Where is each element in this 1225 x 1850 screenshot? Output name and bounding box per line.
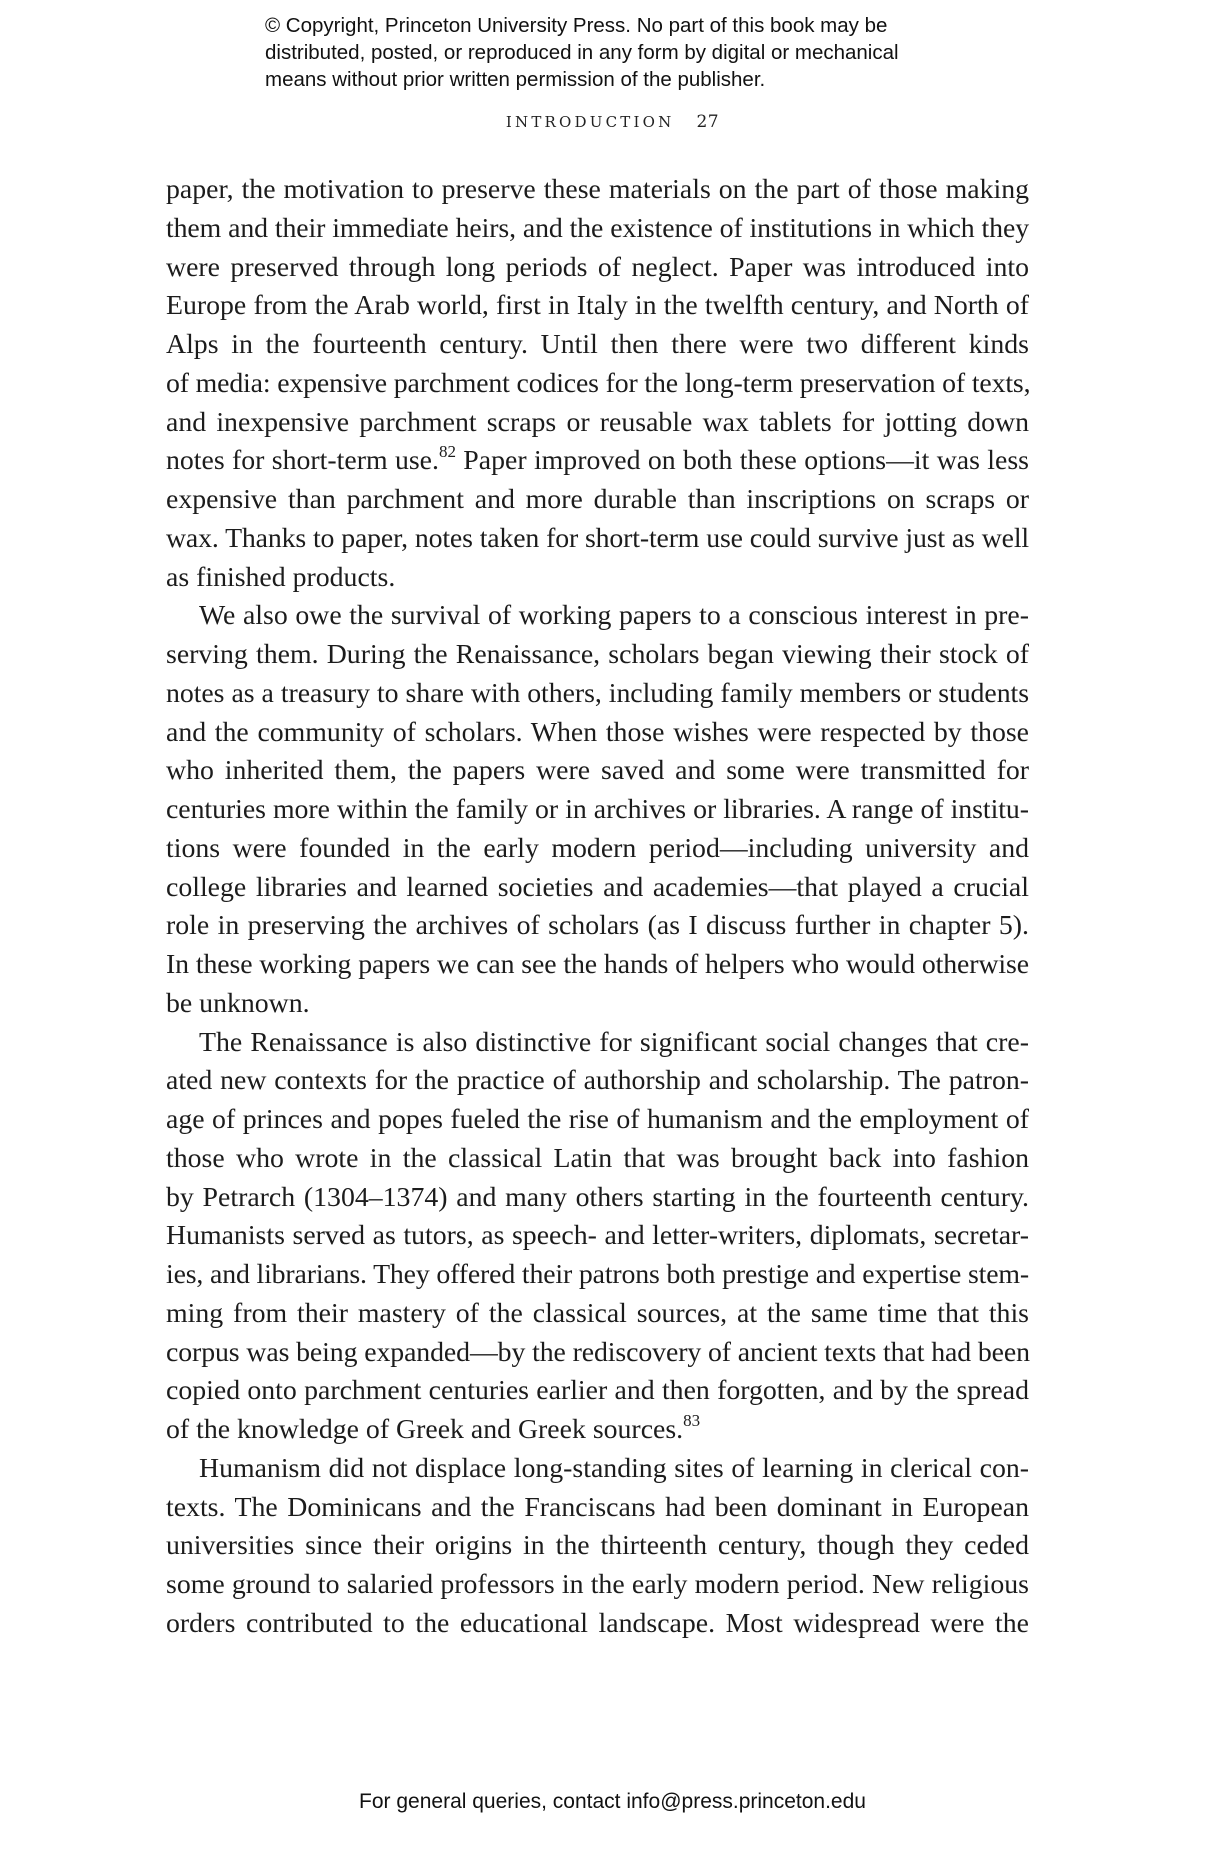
text-line: orders contributed to the educational landscape. Most widespread were the <box>166 1607 1029 1639</box>
text-line: tions were founded in the early modern period—including university and <box>166 832 1029 864</box>
text-line: centuries more within the family or in archives or libraries. A range of institu- <box>166 794 1029 825</box>
copyright-line-3: means without prior written permission of the publisher. <box>265 68 766 91</box>
text-line: and the community of scholars. When those wishes were respected by those <box>166 716 1029 748</box>
text-line: some ground to salaried professors in the early modern period. New religious <box>166 1569 1029 1600</box>
footnote-ref-82[interactable]: 82 <box>438 441 456 461</box>
running-head <box>0 112 1225 132</box>
text-line: were preserved through long periods of neglect. Paper was introduced into <box>166 251 1029 283</box>
text-line: ies, and librarians. They offered their patrons both prestige and expertise stem- <box>166 1259 1029 1290</box>
paragraph <box>166 1024 1029 1450</box>
copyright-line-1: © Copyright, Princeton University Press. No part of this book may be <box>265 14 888 37</box>
text-line: role in preserving the archives of scholars (as I discuss further in chapter 5). <box>166 910 1029 942</box>
text-line <box>166 442 1029 481</box>
text-line: them and their immediate heirs, and the existence of institutions in which they <box>166 212 1029 244</box>
text-line: ated new contexts for the practice of authorship and scholarship. The patron- <box>166 1065 1029 1097</box>
text-line: We also owe the survival of working papers to a conscious interest in pre- <box>199 600 1029 632</box>
text-line: notes as a treasury to share with others, including family members or students <box>166 677 1029 709</box>
text-line: serving them. During the Renaissance, scholars began viewing their stock of <box>166 639 1029 670</box>
text-line: Humanism did not displace long-standing sites of learning in clerical con- <box>199 1452 1029 1484</box>
text-line: Europe from the Arab world, first in Italy in the twelfth century, and North of <box>166 290 1029 322</box>
text-line: and inexpensive parchment scraps or reusable wax tablets for jotting down <box>166 406 1029 438</box>
text-line: age of princes and popes fueled the rise of humanism and the employment of <box>166 1104 1029 1135</box>
body-text <box>166 171 1029 1644</box>
paragraph <box>166 1450 1029 1644</box>
text-line: as finished products. <box>166 561 396 593</box>
copyright-notice <box>265 12 985 93</box>
copyright-line-2: distributed, posted, or reproduced in any form by digital or mechanical <box>265 41 899 64</box>
footer-contact: For general queries, contact info@press.princeton.edu <box>359 1790 866 1813</box>
text-line: be unknown. <box>166 987 310 1019</box>
text-line: Humanists served as tutors, as speech- and letter-writers, diplomats, secretar- <box>166 1220 1029 1252</box>
text-line-end: Paper improved on both these options—it was less <box>455 445 1029 477</box>
text-line-start: of the knowledge of Greek and Greek sources. <box>166 1414 684 1445</box>
text-line: Alps in the fourteenth century. Until then there were two different kinds <box>166 329 1029 360</box>
page-number: 27 <box>696 112 720 132</box>
text-line: wax. Thanks to paper, notes taken for short-term use could survive just as well <box>166 522 1029 554</box>
text-line: paper, the motivation to preserve these materials on the part of those making <box>166 174 1029 205</box>
text-line: copied onto parchment centuries earlier and then forgotten, and by the spread <box>166 1375 1029 1407</box>
text-line: The Renaissance is also distinctive for significant social changes that cre- <box>199 1026 1029 1058</box>
running-head-title: INTRODUCTION <box>505 113 675 131</box>
text-line: by Petrarch (1304–1374) and many others starting in the fourteenth century. <box>166 1181 1029 1213</box>
text-line: expensive than parchment and more durable than inscriptions on scraps or <box>166 484 1029 515</box>
paragraph <box>166 597 1029 1023</box>
paragraph <box>166 171 1029 597</box>
text-line-start: notes for short-term use. <box>166 445 439 477</box>
text-line: corpus was being expanded—by the rediscovery of ancient texts that had been <box>166 1336 1030 1368</box>
text-line: those who wrote in the classical Latin that was brought back into fashion <box>166 1142 1029 1174</box>
text-line: college libraries and learned societies and academies—that played a crucial <box>166 871 1029 903</box>
footnote-ref-83[interactable]: 83 <box>683 1410 701 1430</box>
text-line: ming from their mastery of the classical sources, at the same time that this <box>166 1297 1029 1329</box>
text-line: universities since their origins in the thirteenth century, though they ceded <box>166 1530 1029 1562</box>
text-line: In these working papers we can see the hands of helpers who would otherwise <box>166 949 1029 980</box>
text-line: who inherited them, the papers were saved and some were transmitted for <box>166 755 1029 787</box>
text-line: texts. The Dominicans and the Franciscans had been dominant in European <box>166 1491 1029 1523</box>
text-line: of media: expensive parchment codices for the long-term preservation of texts, <box>166 367 1031 399</box>
text-line <box>166 1411 1029 1450</box>
